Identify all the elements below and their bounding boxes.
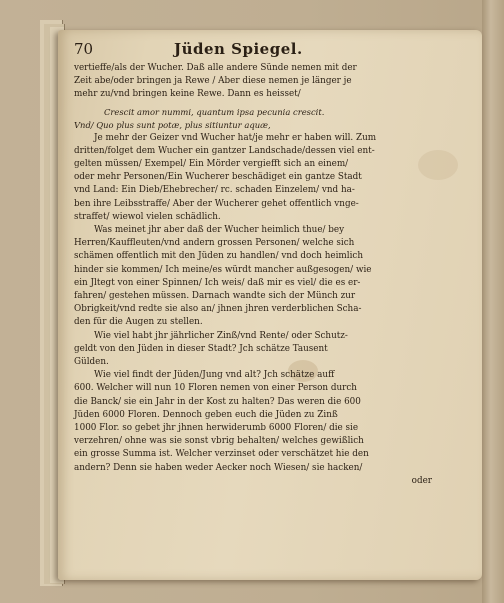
text-line: 1000 Flor. so gebet jhr jhnen herwiderumb 6000 Floren/ die sie <box>74 423 359 434</box>
catchword: oder <box>411 475 432 486</box>
page-text-block <box>74 40 434 488</box>
text-line: 600. Welcher will nun 10 Floren nemen von einer Person durch <box>74 383 357 394</box>
text-line: ein grosse Summa ist. Welcher verzinset oder verschätzet hie den <box>74 449 369 460</box>
text-line: Zeit abe/oder bringen ja Rewe / Aber diese nemen je länger je <box>74 76 352 87</box>
text-line: oder mehr Personen/Ein Wucherer beschädiget ein gantze Stadt <box>74 172 362 183</box>
text-line: vertieffe/als der Wucher. Daß alle andere Sünde nemen mit der <box>74 63 357 73</box>
text-line: ben ihre Leibsstraffe/ Aber der Wucherer gehet offentlich vnge- <box>74 198 359 209</box>
text-line: Herren/Kauffleuten/vnd andern grossen Personen/ welche sich <box>74 238 355 249</box>
text-line: Obrigkeit/vnd redte sie also an/ jhnen jhren verderblichen Scha- <box>74 304 362 315</box>
text-line: Gülden. <box>74 357 109 368</box>
book-cover-edge <box>482 0 504 603</box>
text-line: fahren/ gestehen müssen. Darnach wandte sich der Münch zur <box>74 291 356 302</box>
text-line: die Banck/ sie ein Jahr in der Kost zu halten? Das weren die 600 <box>74 396 361 407</box>
text-line: ein Jltegt von einer Spinnen/ Ich weis/ daß mir es viel/ die es er- <box>74 277 361 288</box>
page-number: 70 <box>74 40 94 58</box>
text-line: schämen offentlich mit den Jüden zu handlen/ vnd doch heimlich <box>74 251 363 262</box>
text-line: hinder sie kommen/ Ich meine/es würdt mancher außgesogen/ wie <box>74 264 372 275</box>
text-line: Wie viel habt jhr jährlicher Zinß/vnd Rente/ oder Schutz- <box>94 330 348 341</box>
text-line: Wie viel findt der Jüden/Jung vnd alt? Jch schätze auff <box>94 370 335 381</box>
text-line: den für die Augen zu stellen. <box>74 317 203 328</box>
page-header <box>74 40 434 62</box>
text-line: verzehren/ ohne was sie sonst vbrig behalten/ welches gewißlich <box>74 436 364 447</box>
text-line: Jüden 6000 Floren. Dennoch geben euch die Jüden zu Zinß <box>74 409 338 420</box>
text-line: geldt von den Jüden in dieser Stadt? Jch schätze Tausent <box>74 343 328 354</box>
text-line: gelten müssen/ Exempel/ Ein Mörder vergiefft sich an einem/ <box>74 159 349 170</box>
text-line: straffet/ wiewol vielen schädlich. <box>74 211 221 222</box>
text-line: dritten/folget dem Wucher ein gantzer Landschade/dessen viel ent- <box>74 145 375 156</box>
text-line: Je mehr der Geizer vnd Wucher hat/je mehr er haben will. Zum <box>94 132 377 143</box>
text-line: andern? Denn sie haben weder Aecker noch Wiesen/ sie hacken/ <box>74 462 363 473</box>
latin-verse: Crescit amor nummi, quantum ipsa pecunia crescit. <box>104 106 325 117</box>
text-line: mehr zu/vnd bringen keine Rewe. Dann es heisset/ <box>74 89 301 100</box>
text-line: vnd Land: Ein Dieb/Ehebrecher/ rc. schaden Einzelem/ vnd ha- <box>74 185 355 196</box>
text-line: Was meinet jhr aber daß der Wucher heimlich thue/ bey <box>94 225 345 236</box>
running-head: Jüden Spiegel. <box>174 40 303 58</box>
latin-verse: Vnd/ Quo plus sunt potæ, plus sitiuntur aquæ, <box>74 119 271 130</box>
